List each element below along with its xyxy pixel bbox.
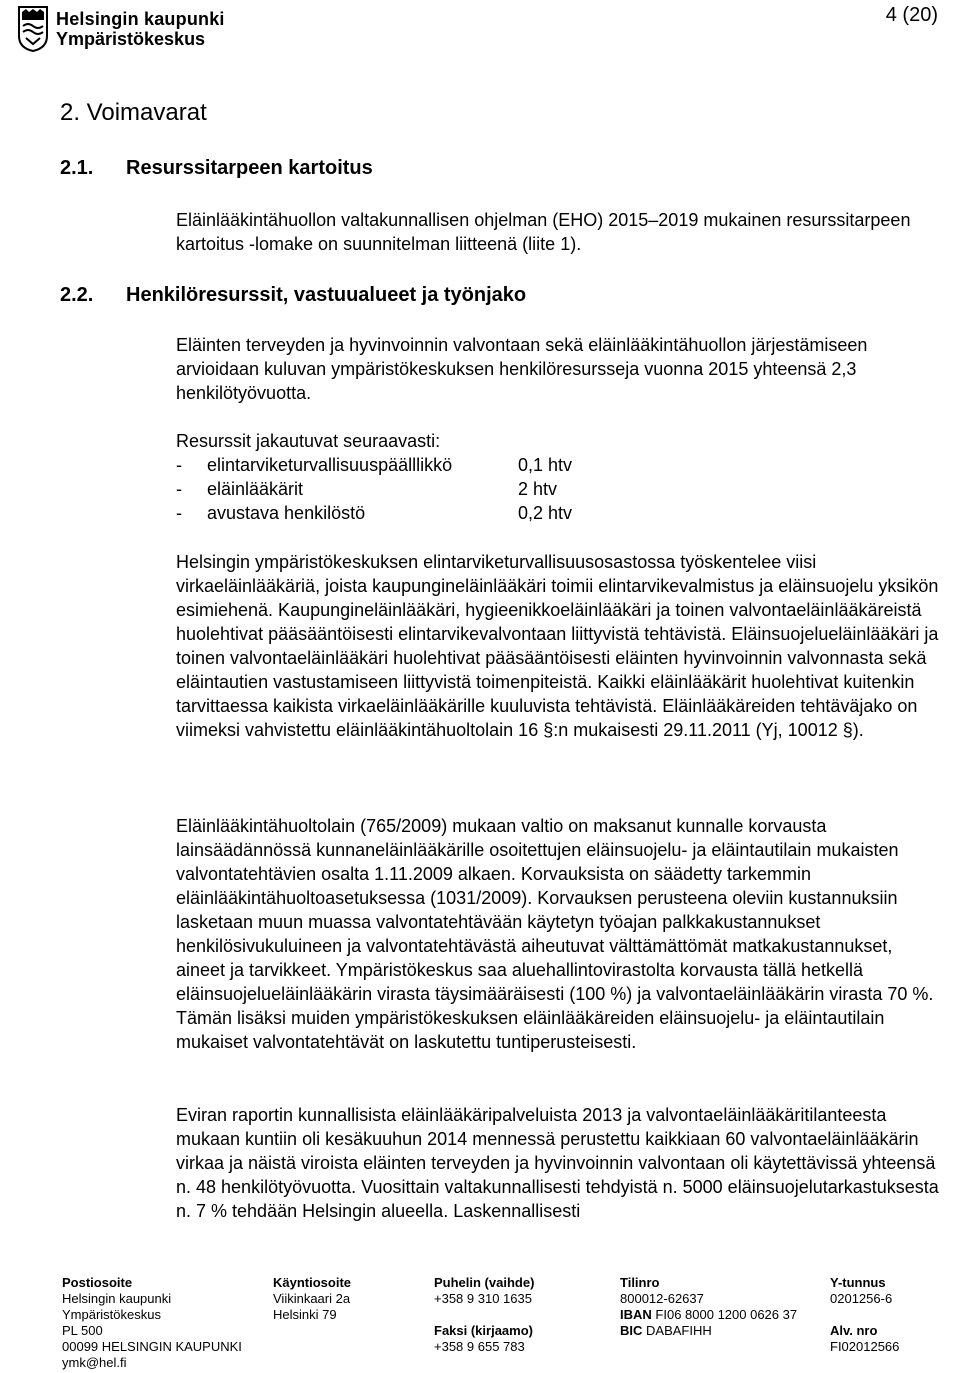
resource-role: eläinlääkärit — [207, 479, 304, 499]
paragraph-staff — [176, 550, 946, 742]
helsinki-crest-icon — [18, 6, 48, 52]
list-item: - eläinlääkärit 2 htv — [176, 479, 558, 499]
org-unit: Ympäristökeskus — [56, 29, 206, 49]
letterhead — [18, 4, 225, 54]
paragraph: Eviran raportin kunnallisista eläinlääkäripalveluista 2013 ja valvontaeläinlääkäritilanteesta mukaan kuntiin oli kesäkuuhun 2014 mennessä perustettu kaikkiaan 60 valvontaeläinlääkärin virkaa ja näistä viroista eläinten terveyden ja hyvinvoinnin valvontaan oli käytettävissä yhteensä n. 48 henkilötyövuotta. Vuosittain valtakunnallisesti tehdyistä n. 5000 eläinsuojelutarkastuksesta n. 7 % tehdään Helsingin alueella. Laskennallisesti — [176, 1105, 939, 1221]
footer-account: Tilinro 800012-62637 IBAN FI06 8000 1200 0626 37 BIC DABAFIHH — [620, 1275, 798, 1338]
city-logo — [18, 6, 225, 52]
section-heading-2-1 — [60, 157, 373, 180]
resource-role: avustava henkilöstö — [207, 503, 366, 523]
resources-list — [176, 453, 946, 525]
footer-email-link[interactable]: ymk@hel.fi — [62, 1355, 127, 1370]
resource-role: elintarviketurvallisuuspäälllikkö — [207, 455, 453, 475]
section-title: Henkilöresurssit, vastuualueet ja työnjako — [126, 284, 527, 306]
section-number: 2.1. — [60, 157, 94, 179]
footer-postal: Postiosoite Helsingin kaupunki Ympäristökeskus PL 500 00099 HELSINGIN KAUPUNKI ymk@hel.fi — [62, 1275, 242, 1370]
resource-amount: 0,2 htv — [518, 503, 573, 523]
footer-visit: Käyntiosoite Viikinkaari 2a Helsinki 79 — [273, 1275, 352, 1322]
section-number: 2.2. — [60, 284, 94, 306]
footer-business: Y-tunnus 0201256-6 Alv. nro FI02012566 — [830, 1275, 900, 1354]
section-heading-2-2 — [60, 284, 526, 307]
paragraph-compensation — [176, 814, 946, 1054]
section-heading-2: 2. Voimavarat — [60, 99, 207, 126]
paragraph: Eläinten terveyden ja hyvinvoinnin valvontaan sekä eläinlääkintähuollon järjestämiseen arvioidaan kuluvan ympäristökeskuksen henkilöresursseja vuonna 2015 yhteensä 2,3 henkilötyövuotta. — [176, 335, 868, 403]
resource-amount: 0,1 htv — [518, 455, 573, 475]
resource-amount: 2 htv — [518, 479, 558, 499]
paragraph: Eläinlääkintähuollon valtakunnallisen ohjelman (EHO) 2015–2019 mukainen resurssitarpeen kartoitus -lomake on suunnitelman liitteenä (liite 1). — [176, 210, 911, 254]
page-number: 4 (20) — [885, 4, 938, 26]
section-title: Resurssitarpeen kartoitus — [126, 157, 373, 179]
list-item: - avustava henkilöstö 0,2 htv — [176, 503, 573, 523]
paragraph: Helsingin ympäristökeskuksen elintarviketurvallisuusosastossa työskentelee viisi virkaeläinlääkäriä, joista kaupungineläinlääkäri toimii elintarvikevalmistus ja eläinsuojelu yksikön esimiehenä. Kaupungineläinlääkäri, hygieenikkoeläinlääkäri ja toinen valvontaeläinlääkäreistä huolehtivat pääsääntöisesti elintarvikevalvontaan liittyvistä tehtävistä. Eläinsuojelueläinlääkäri ja toinen valvontaeläinlääkäri huolehtivat pääsääntöisesti eläinten hyvinvoinnin valvonnasta sekä eläintautien vastustamiseen liittyvistä toimenpiteistä. Kaikki eläinlääkärit huolehtivat kuitenkin tarvittaessa kaikista virkaeläinlääkärille kuuluvista tehtävistä. Eläinlääkäreiden tehtäväjako on viimeksi vahvistettu eläinlääkintähuoltolain 16 §:n mukaisesti 29.11.2011 (Yj, 10012 §). — [176, 552, 939, 740]
resources-label: Resurssit jakautuvat seuraavasti: — [176, 431, 441, 451]
paragraph: Eläinlääkintähuoltolain (765/2009) mukaan valtio on maksanut kunnalle korvausta lainsäädännössä kunnaneläinlääkärille osoitettujen eläinsuojelu- ja eläintautilain mukaisten valvontatehtävien osalta 1.11.2009 alkaen. Korvauksista on säädetty tarkemmin eläinlääkintähuoltoasetuksessa (1031/2009). Korvauksen perusteena oleviin kustannuksiin lasketaan muun muassa valvontatehtävään käytetyn työajan palkkakustannukset henkilösivukuluineen ja valvontatehtävästä aiheutuvat välttämättömät matkakustannukset, aineet ja tarvikkeet. Ympäristökeskus saa aluehallintovirastolta korvausta tällä hetkellä eläinsuojelueläinlääkärin virasta täysimääräisesti (100 %) ja valvontaeläinlääkärin virasta 70 %. Tämän lisäksi muiden ympäristökeskuksen eläinlääkäreiden eläinsuojelu- ja eläintautilain mukaiset valvontatehtävät on laskutettu tuntiperusteisesti. — [176, 816, 934, 1052]
paragraph-evira — [176, 1103, 946, 1223]
section-2-1-text — [176, 208, 946, 256]
footer-phone: Puhelin (vaihde) +358 9 310 1635 Faksi (kirjaamo) +358 9 655 783 — [434, 1275, 535, 1354]
resources-block — [176, 429, 946, 525]
org-name: Helsingin kaupunki — [56, 9, 225, 29]
list-item: - elintarviketurvallisuuspäälllikkö 0,1 htv — [176, 455, 573, 475]
section-2-2-intro — [176, 333, 946, 405]
